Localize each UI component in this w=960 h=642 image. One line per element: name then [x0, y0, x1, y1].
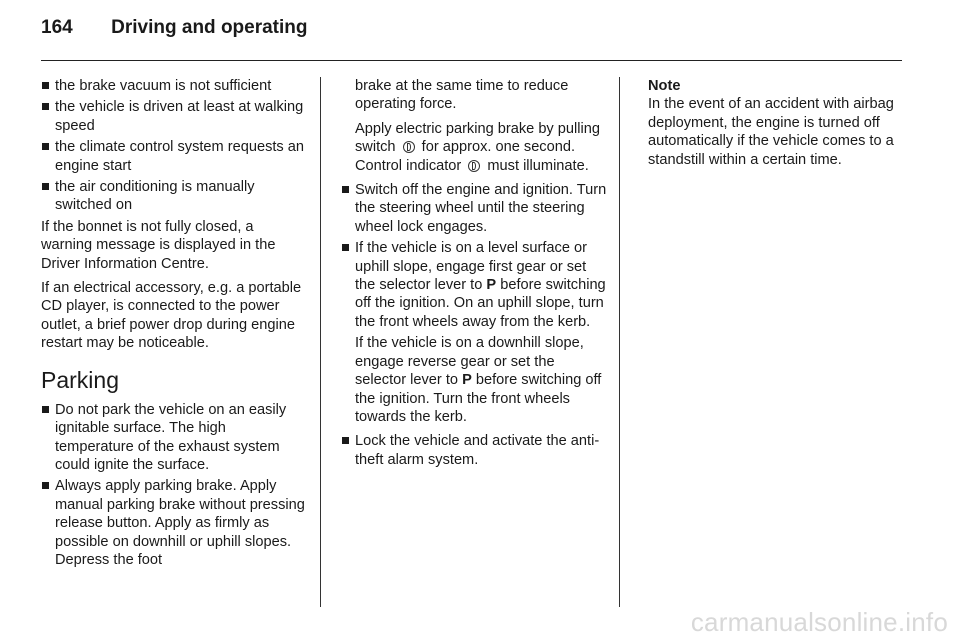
text-span: before switching off the ignition. On an uphill slope, turn the front wheels away from the kerb.	[355, 277, 606, 330]
column-divider-1	[320, 77, 321, 607]
page-header	[41, 17, 308, 47]
list-item: the brake vacuum is not sufficient	[41, 77, 307, 95]
parking-brake-icon	[468, 160, 480, 172]
text-span: for approx. one second. Control indicator	[355, 139, 576, 174]
text-span: If the vehicle is on a downhill slope, engage reverse gear or set the selector lever to	[355, 335, 584, 389]
selector-position-p: P	[486, 277, 497, 294]
list-item: the climate control system requests an engine start	[41, 138, 307, 175]
continued-text: brake at the same time to reduce operating force.	[355, 78, 569, 113]
text-span: Apply electric parking brake by pulling switch	[355, 120, 600, 156]
downhill-paragraph	[341, 334, 607, 426]
list-item: Always apply parking brake. Apply manual parking brake without pressing release button. Apply as firmly as possible on downhill or uphill slopes. Depress the foot	[41, 477, 307, 569]
text-span: before switching off the ignition. Turn the front wheels towards the kerb.	[355, 372, 602, 425]
note-text: In the event of an accident with airbag deployment, the engine is turned off automatically if the vehicle comes to a standstill within a certain time.	[648, 96, 894, 168]
text-span: If the vehicle is on a level surface or uphill slope, engage first gear or set the selector lever to	[355, 240, 587, 294]
column-3	[648, 77, 906, 169]
parking-steps-list	[341, 181, 607, 331]
header-divider	[41, 60, 902, 61]
parking-list	[41, 401, 307, 570]
note-label: Note	[648, 78, 681, 94]
list-item: Lock the vehicle and activate the anti-theft alarm system.	[341, 432, 607, 469]
condition-list	[41, 77, 307, 215]
selector-position-p: P	[462, 372, 472, 389]
parking-heading: Parking	[41, 366, 119, 393]
list-item: Switch off the engine and ignition. Turn the steering wheel until the steering wheel lock engages.	[341, 181, 607, 236]
list-item	[341, 239, 607, 331]
column-1	[41, 77, 307, 572]
electric-brake-paragraph	[341, 120, 607, 175]
list-item: Do not park the vehicle on an easily ignitable surface. The high temperature of the exhaust system could ignite the surface.	[41, 401, 307, 475]
watermark: carmanualsonline.info	[690, 607, 948, 637]
section-title: Driving and operating	[111, 17, 308, 38]
bonnet-paragraph: If the bonnet is not fully closed, a warning message is displayed in the Driver Information Centre.	[41, 218, 276, 272]
column-2	[341, 77, 607, 472]
accessory-paragraph: If an electrical accessory, e.g. a portable CD player, is connected to the power outlet, a brief power drop during engine restart may be noticeable.	[41, 280, 302, 352]
page-number: 164	[41, 17, 73, 38]
list-item: the vehicle is driven at least at walking speed	[41, 98, 307, 135]
lock-list	[341, 432, 607, 469]
column-divider-2	[619, 77, 620, 607]
text-span: must illuminate.	[487, 157, 589, 174]
list-item: the air conditioning is manually switched on	[41, 178, 307, 215]
parking-brake-icon	[403, 141, 415, 153]
